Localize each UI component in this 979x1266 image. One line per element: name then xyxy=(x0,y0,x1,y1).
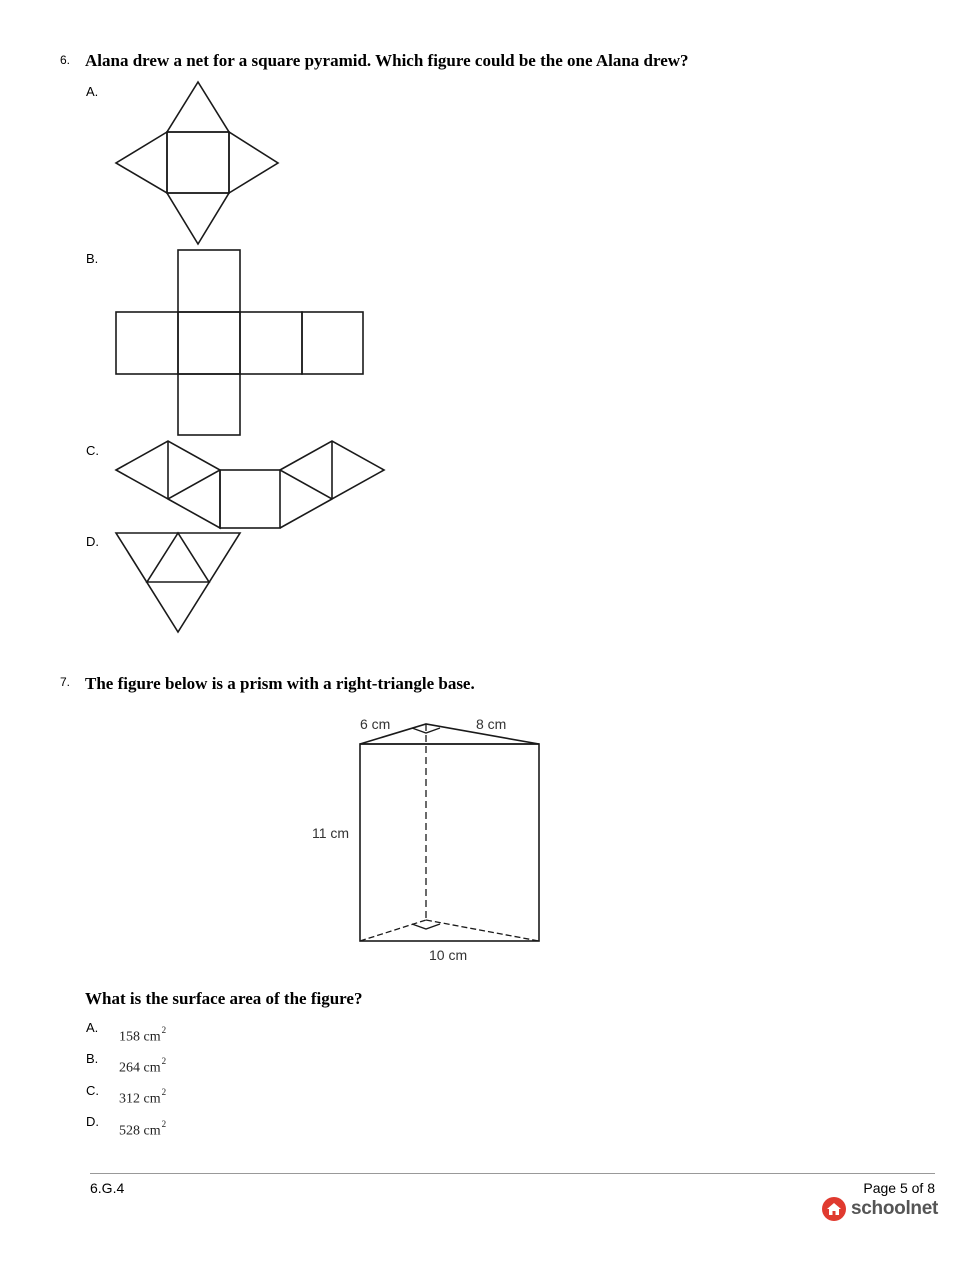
q7-option-a-value: 158 $cm^2$ xyxy=(119,1025,167,1045)
q6-option-d-label[interactable]: D. xyxy=(86,534,99,549)
q6-option-c-label[interactable]: C. xyxy=(86,443,99,458)
q7-option-c-label[interactable]: C. xyxy=(86,1083,99,1098)
q7-option-d-label[interactable]: D. xyxy=(86,1114,99,1129)
footer-divider xyxy=(90,1173,935,1174)
question-7-text: The figure below is a prism with a right-triangle base. xyxy=(85,674,475,693)
q7-option-b-label[interactable]: B. xyxy=(86,1051,99,1066)
q7-option-c-value: 312 $cm^2$ xyxy=(119,1087,167,1107)
footer-page-number: Page 5 of 8 xyxy=(863,1180,935,1196)
option-c-net-figure xyxy=(110,436,390,534)
footer-standard: 6.G.4 xyxy=(90,1180,125,1196)
label-11cm: 11 cm xyxy=(312,825,350,841)
q7-option-d-value: 528 $cm^2$ xyxy=(119,1119,167,1139)
option-b-net-figure xyxy=(110,245,370,440)
triangular-prism-figure xyxy=(300,708,560,968)
q6-option-b-label[interactable]: B. xyxy=(86,251,99,266)
label-6cm: 6 cm xyxy=(360,716,391,732)
question-6-text: Alana drew a net for a square pyramid. Which figure could be the one Alana drew? xyxy=(85,51,689,70)
q7-option-a-label[interactable]: A. xyxy=(86,1020,99,1035)
question-6-number: 6. xyxy=(60,53,71,67)
schoolnet-logo xyxy=(821,1196,938,1222)
option-a-net-figure xyxy=(110,78,290,250)
schoolnet-house-icon xyxy=(821,1196,847,1222)
q7-option-b-value: 264 $cm^2$ xyxy=(119,1056,167,1076)
label-8cm: 8 cm xyxy=(476,716,507,732)
q6-option-a-label[interactable]: A. xyxy=(86,84,99,99)
question-7-prompt: What is the surface area of the figure? xyxy=(85,989,363,1008)
schoolnet-wordmark: schoolnet xyxy=(851,1198,939,1219)
option-d-net-figure xyxy=(110,528,246,636)
question-7-number: 7. xyxy=(60,675,71,689)
label-10cm: 10 cm xyxy=(429,947,468,963)
